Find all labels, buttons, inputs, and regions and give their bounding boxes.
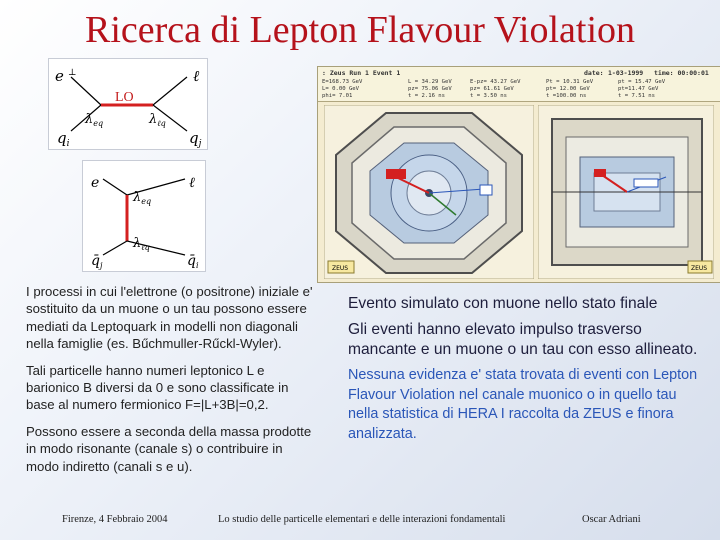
coupling-bottom: $\lambda_{\ell q}$	[133, 236, 150, 252]
label-lepton: ℓ	[189, 175, 195, 191]
event-t4: t = 7.51 ns	[618, 93, 656, 99]
label-e: e	[55, 67, 64, 85]
event-pz2: pz= 61.61 GeV	[470, 86, 514, 92]
paragraph-channels: Possono essere a seconda della massa prodotte in modo risonante (canale s) o contribuire in modo indiretto (canali s e u).	[26, 423, 312, 474]
transverse-view	[324, 105, 534, 279]
coupling-left: $\lambda_{eq}$	[85, 112, 104, 128]
event-t2: t = 3.50 ns	[470, 93, 508, 99]
event-l: L = 34.29 GeV	[408, 79, 452, 85]
label-lepton: ℓ	[193, 67, 200, 85]
event-pt2: pt=11.47 GeV	[618, 86, 659, 92]
event-phi-small: phi= 7.01	[322, 93, 353, 99]
caption-simulated-event: Evento simulato con muone nello stato finale	[348, 295, 658, 312]
event-pt: Pt = 10.31 GeV	[546, 79, 594, 85]
paragraph-quantum-numbers: Tali particelle hanno numeri leptonico L e barionico B diversi da 0 e sono classificate in base al numero fermionico F=|L+3B|=0,2.	[26, 362, 289, 413]
left-text-block	[26, 283, 318, 484]
event-e: E=168.73 GeV	[322, 79, 363, 85]
zeus-label-left: ZEUS	[332, 265, 349, 272]
label-qi: $q_i$	[57, 129, 70, 149]
event-phi: pt= 12.00 GeV	[546, 86, 590, 92]
caption-missing-pt: Gli eventi hanno elevato impulso trasverso mancante e un muone o un tau con esso allineato.	[348, 321, 698, 358]
event-t1: t = 2.16 ns	[408, 93, 446, 99]
coupling-right: $\lambda_{\ell q}$	[149, 112, 166, 128]
label-e: e	[91, 175, 100, 191]
event-l2: L= 0.00 GeV	[322, 86, 360, 92]
label-qj: $q̄_j$	[91, 253, 103, 270]
zeus-label-right: ZEUS	[691, 265, 708, 272]
label-qi: $q̄_i$	[187, 253, 199, 270]
caption-no-evidence: Nessuna evidenza e' stata trovata di eventi con Lepton Flavour Violation nel canale muonico o in quello tau nella statistica di HERA I raccolta da ZEUS e finora analizzata.	[348, 367, 698, 442]
feynman-diagram-s-channel	[48, 58, 208, 150]
feynman-diagram-u-channel	[82, 160, 206, 272]
event-pz: pz= 75.06 GeV	[408, 86, 452, 92]
right-text-block	[348, 294, 700, 444]
label-qj: $q_j$	[189, 129, 202, 149]
event-ptlim: pt = 15.47 GeV	[618, 79, 666, 85]
event-display	[317, 66, 720, 283]
coupling-top: $\lambda_{eq}$	[133, 190, 152, 206]
footer-course: Lo studio delle particelle elementari e delle interazioni fondamentali	[218, 514, 506, 525]
event-run: : Zeus Run 1 Event 1	[322, 69, 401, 77]
event-t3: t =100.00 ns	[546, 93, 587, 99]
event-epz: E-pz= 43.27 GeV	[470, 79, 521, 85]
event-header	[318, 67, 720, 102]
event-date-label: date:	[584, 69, 604, 77]
event-time: time: 00:00:01	[654, 69, 709, 77]
event-date: 1-03-1999	[608, 69, 644, 77]
label-lo: LO	[115, 90, 134, 105]
label-e-charge: ⊥	[68, 68, 77, 78]
slide-title: Ricerca di Lepton Flavour Violation	[85, 9, 635, 51]
footer-author: Oscar Adriani	[582, 514, 641, 525]
footer-date: Firenze, 4 Febbraio 2004	[62, 514, 168, 525]
paragraph-processes: I processi in cui l'elettrone (o positrone) iniziale e' sostituito da un muone o un tau possono essere mediati da Leptoquark in modelli non diagonali nella famiglie (es. Bűchmuller-Rűckl-Wyler).	[26, 284, 313, 352]
side-view	[538, 105, 714, 279]
